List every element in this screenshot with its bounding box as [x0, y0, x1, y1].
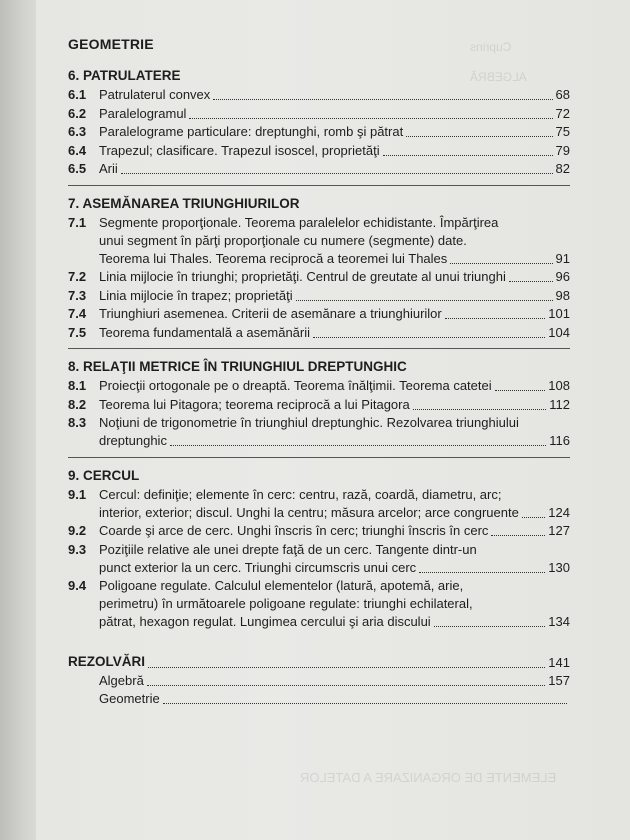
section-title: 7. ASEMĂNAREA TRIUNGHIURILOR [68, 195, 300, 211]
dot-leader [413, 409, 547, 410]
page-number: 141 [548, 654, 570, 670]
bleed-through-text: ELEMENTE DE ORGANIZARE A DATELOR [300, 770, 557, 785]
entry-text: Coarde şi arce de cerc. Unghi înscris în cerc; triunghi înscris în cerc [99, 523, 489, 538]
dot-leader [450, 263, 552, 264]
entry-line [99, 250, 570, 268]
entry-line [99, 414, 570, 432]
rezolvari-section [68, 646, 570, 709]
page-number: 79 [555, 142, 570, 158]
dot-leader [522, 517, 545, 518]
entry-text: Paralelogramul [99, 105, 187, 121]
entry-number: 8.3 [68, 415, 87, 430]
toc-entry[interactable] [68, 577, 570, 631]
entry-number: 9.2 [68, 523, 87, 538]
entry-number: 6.1 [68, 87, 87, 102]
toc-entry[interactable] [68, 268, 570, 286]
toc-section [68, 357, 570, 458]
toc-entry[interactable] [68, 142, 570, 160]
dot-leader [509, 281, 553, 282]
page-number: 72 [555, 105, 570, 121]
entry-text: Poligoane regulate. Calculul elementelor (latură, apotemă, arie, [99, 578, 464, 593]
entry-line [99, 377, 570, 395]
entry-body [99, 105, 570, 123]
dot-leader [491, 535, 545, 536]
entry-line [99, 690, 570, 708]
entry-body [99, 142, 570, 160]
entry-text: Cercul: definiţie; elemente în cerc: centru, rază, coardă, diametru, arc; [99, 486, 502, 502]
toc-entry[interactable] [68, 486, 570, 522]
page-number: 112 [549, 396, 570, 412]
rezolvari-heading [68, 646, 570, 672]
dot-leader [170, 445, 546, 446]
entry-text: Triunghiuri asemenea. Criterii de asemănare a triunghiurilor [99, 306, 442, 321]
entry-text: Trapezul; clasificare. Trapezul isoscel, proprietăţi [99, 142, 380, 158]
entry-number: 7.5 [68, 324, 87, 340]
dot-leader [313, 337, 545, 338]
entry-line [99, 305, 570, 323]
dot-leader [434, 626, 546, 627]
toc-entry[interactable] [68, 160, 570, 178]
entry-body [99, 414, 570, 450]
bleed-through-text: ALGEBRĂ [470, 70, 527, 84]
entry-line [99, 577, 570, 595]
entry-line [99, 160, 570, 178]
entry-text: Teorema fundamentală a asemănării [99, 324, 311, 340]
entry-line [99, 268, 570, 286]
page-number: 75 [555, 124, 570, 139]
entry-body [99, 305, 570, 323]
dot-leader [419, 572, 545, 573]
page-number: 127 [548, 523, 570, 538]
entry-line [99, 86, 570, 104]
entry-body [99, 287, 570, 305]
toc-entry[interactable] [68, 522, 570, 540]
entry-body [99, 123, 570, 141]
entry-body [99, 377, 570, 395]
dot-leader [445, 318, 546, 319]
entry-line [99, 123, 570, 141]
entry-number: 6.2 [68, 105, 87, 121]
page-number: 101 [548, 306, 570, 321]
section-title: 8. RELAŢII METRICE ÎN TRIUNGHIUL DREPTUNGHIC [68, 359, 407, 374]
entry-body [99, 541, 570, 577]
entry-text: perimetru) în următoarele poligoane regulate: triunghi echilateral, [99, 596, 473, 611]
entry-number: 9.3 [68, 541, 87, 557]
dot-leader [495, 390, 546, 391]
entry-line [99, 541, 570, 559]
entry-line [99, 232, 570, 250]
entry-number: 8.2 [68, 396, 87, 412]
toc-section [68, 466, 570, 638]
entry-body [99, 214, 570, 268]
entry-text: Poziţiile relative ale unei drepte faţă de un cerc. Tangente dintr-un [99, 541, 477, 557]
toc-section [68, 66, 570, 186]
entry-number: 6.4 [68, 142, 87, 158]
toc-entry[interactable] [68, 287, 570, 305]
page-number: 108 [548, 378, 570, 393]
entry-body [99, 522, 570, 540]
entry-text: Noţiuni de trigonometrie în triunghiul dreptunghic. Rezolvarea triunghiului [99, 415, 519, 430]
toc-entry[interactable] [68, 123, 570, 141]
dot-leader [163, 703, 567, 704]
toc-sections [68, 66, 570, 638]
toc-section [68, 194, 570, 350]
entry-line [99, 522, 570, 540]
page-number: 157 [548, 673, 570, 688]
page-number: 104 [548, 324, 570, 340]
entry-number: 7.2 [68, 269, 87, 284]
rezolvari-title: REZOLVĂRI [68, 653, 145, 669]
entry-line [99, 287, 570, 305]
dot-leader [213, 99, 552, 100]
rezolvari-item[interactable] [68, 690, 570, 708]
entry-text: Segmente proporţionale. Teorema paralelelor echidistante. Împărţirea [99, 214, 499, 230]
entry-body [99, 160, 570, 178]
entry-line [99, 559, 570, 577]
entry-text: Geometrie [99, 691, 160, 706]
entry-body [99, 86, 570, 104]
entry-text: Proiecţii ortogonale pe o dreaptă. Teorema înălţimii. Teorema catetei [99, 378, 492, 393]
entry-line [99, 142, 570, 160]
entry-text: punct exterior la un cerc. Triunghi circumscris unui cerc [99, 559, 417, 575]
rezolvari-item[interactable] [68, 672, 570, 690]
page-number: 124 [548, 504, 570, 520]
entry-body [99, 396, 570, 414]
entry-text: Patrulaterul convex [99, 87, 211, 102]
toc-entry[interactable] [68, 377, 570, 395]
dot-leader [148, 667, 545, 668]
page-number: 68 [555, 87, 570, 102]
page-number: 91 [555, 250, 570, 266]
entry-number: 7.4 [68, 306, 87, 321]
entry-text: Linia mijlocie în trapez; proprietăţi [99, 287, 293, 303]
dot-leader [147, 685, 545, 686]
toc-entry[interactable] [68, 105, 570, 123]
page-number: 96 [555, 269, 570, 284]
page-number: 130 [548, 559, 570, 575]
entry-line [99, 105, 570, 123]
entry-line [99, 504, 570, 522]
bleed-through-text: Cuprins [470, 40, 512, 54]
entry-body [99, 268, 570, 286]
entry-text: unui segment în părţi proporţionale cu numere (segmente) date. [99, 232, 467, 248]
section-title: 6. PATRULATERE [68, 68, 181, 83]
entry-text: Teorema lui Pitagora; teorema reciprocă a lui Pitagora [99, 396, 410, 412]
page-number: 82 [555, 161, 570, 176]
entry-line [99, 595, 570, 613]
entry-line [99, 214, 570, 232]
table-of-contents [68, 34, 570, 708]
dot-leader [383, 155, 553, 156]
entry-line [99, 396, 570, 414]
toc-entry[interactable] [68, 414, 570, 450]
entry-line [99, 613, 570, 631]
entry-body [99, 577, 570, 631]
dot-leader [189, 118, 552, 119]
entry-number: 6.3 [68, 124, 87, 139]
toc-entry[interactable] [68, 396, 570, 414]
page-number: 116 [549, 433, 570, 448]
part-title: GEOMETRIE [68, 36, 154, 52]
entry-text: interior, exterior; discul. Unghi la centru; măsura arcelor; arce congruente [99, 504, 519, 520]
entry-line [99, 432, 570, 450]
entry-line [99, 672, 570, 690]
entry-body [99, 324, 570, 342]
entry-number: 6.5 [68, 161, 87, 176]
toc-entry[interactable] [68, 86, 570, 104]
toc-entry[interactable] [68, 541, 570, 577]
entry-text: Paralelograme particulare: dreptunghi, romb şi pătrat [99, 124, 404, 139]
entry-text: pătrat, hexagon regulat. Lungimea cercului şi aria discului [99, 614, 431, 629]
entry-line [99, 324, 570, 342]
entry-number: 8.1 [68, 378, 87, 393]
entry-number: 9.4 [68, 578, 87, 593]
section-title: 9. CERCUL [68, 467, 140, 483]
dot-leader [406, 136, 552, 137]
entry-number: 7.3 [68, 287, 87, 303]
rezolvari-items [68, 672, 570, 708]
entry-number: 7.1 [68, 214, 87, 230]
entry-text: Teorema lui Thales. Teorema reciprocă a teoremei lui Thales [99, 250, 448, 266]
toc-entry[interactable] [68, 324, 570, 342]
entry-line [99, 486, 570, 504]
entry-text: Linia mijlocie în triunghi; proprietăţi. Centrul de greutate al unui triunghi [99, 269, 506, 284]
entry-text: dreptunghic [99, 433, 167, 448]
toc-entry[interactable] [68, 305, 570, 323]
entry-number: 9.1 [68, 486, 87, 502]
dot-leader [121, 173, 553, 174]
entry-text: Algebră [99, 673, 144, 688]
entry-body [99, 486, 570, 522]
entry-text: Arii [99, 161, 118, 176]
page-number: 98 [555, 287, 570, 303]
dot-leader [296, 300, 553, 301]
page-number: 134 [548, 614, 570, 629]
toc-entry[interactable] [68, 214, 570, 268]
